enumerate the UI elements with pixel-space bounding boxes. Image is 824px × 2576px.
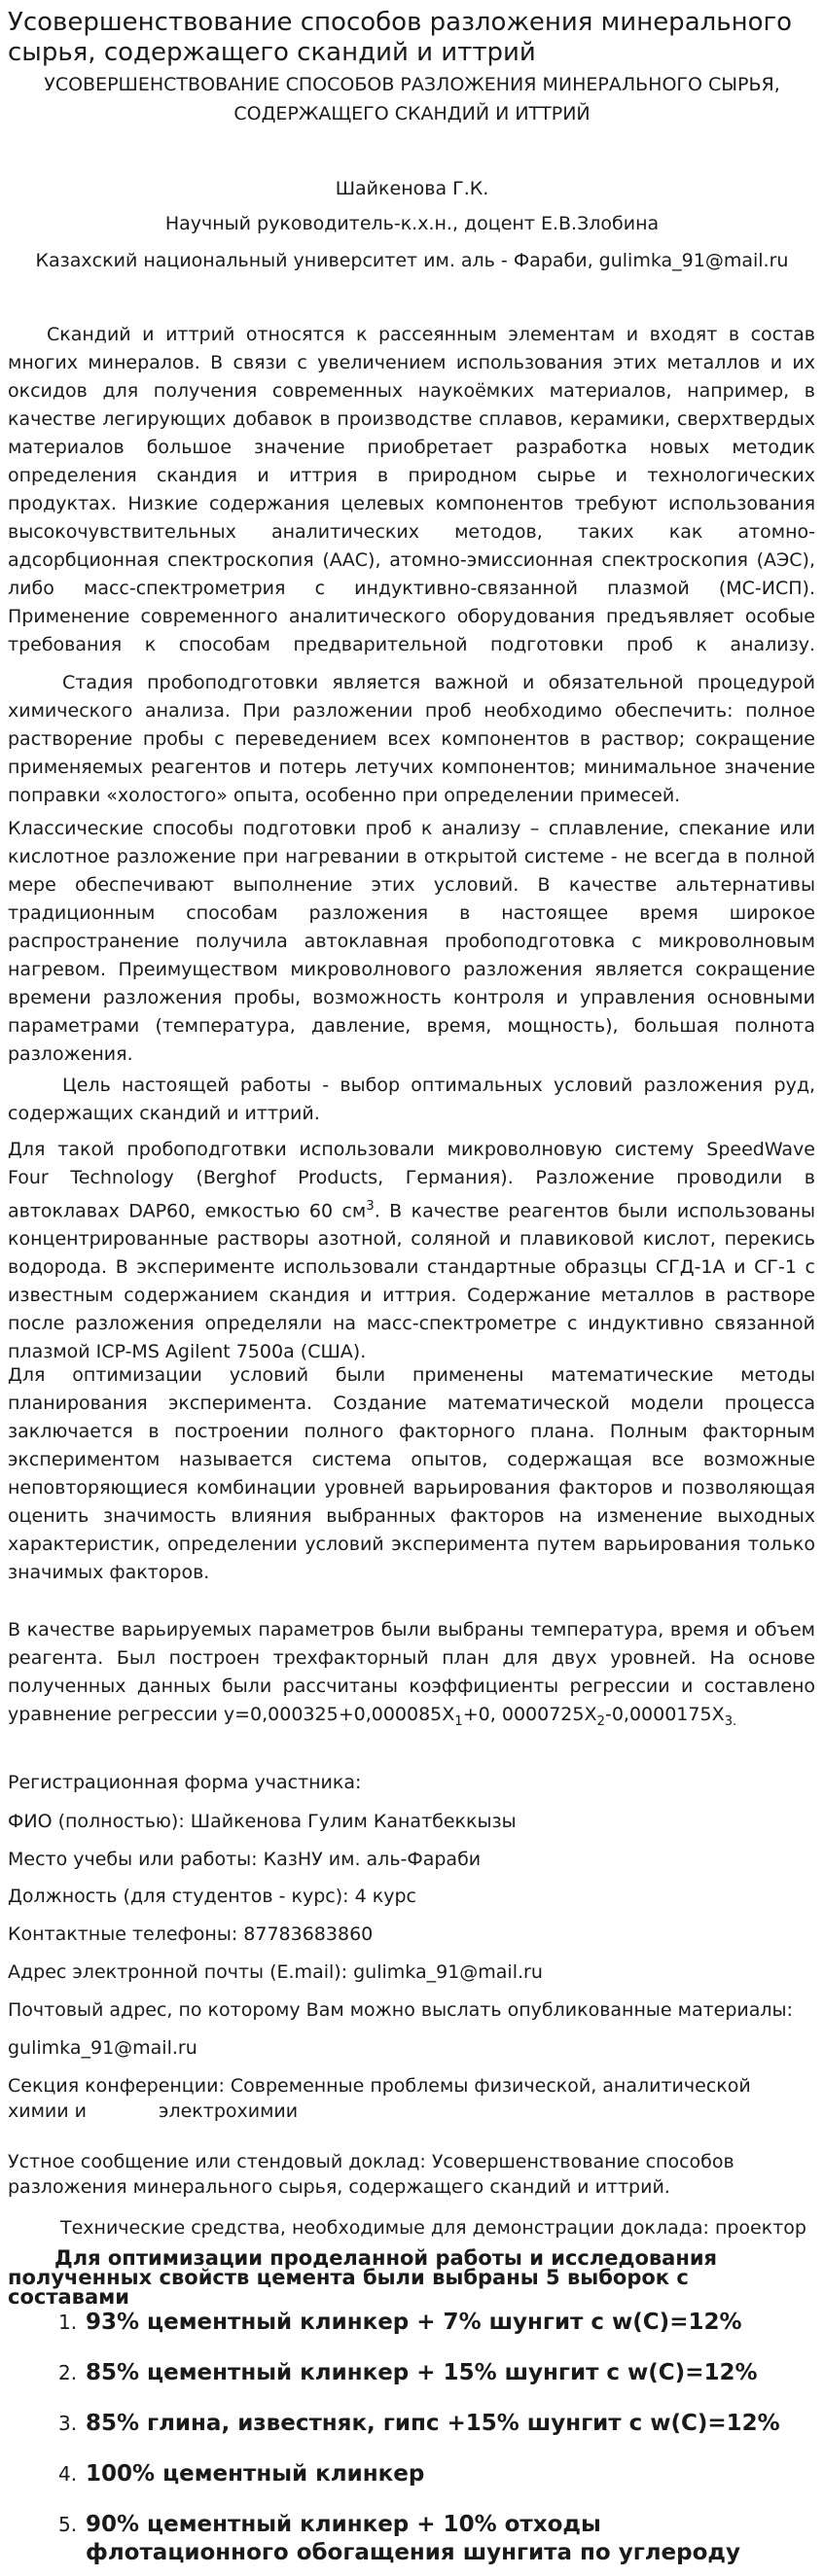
- list-item-number: 4.: [58, 2462, 78, 2486]
- supervisor-line: Научный руководитель-к.х.н., доцент Е.В.Злобина: [164, 213, 660, 234]
- author-name: Шайкенова Г.К.: [335, 178, 489, 199]
- optimization-lead-1: Для оптимизации проделанной работы и исследования: [54, 2246, 718, 2270]
- document-title: Усовершенствование способов разложения минерального сырья, содержащего скандий и иттрий: [8, 8, 793, 67]
- registration-postal-value: gulimka_91@mail.ru: [8, 2037, 197, 2059]
- list-item: [58, 2359, 806, 2387]
- optimization-lead: [8, 2248, 767, 2307]
- paragraph-equipment-text-a: Для такой пробоподготвки использовали микроволновую систему SpeedWave Four Technology (Berghof Products, Германия). Разложение проводили в автоклавах DAP60, емкостью 60 см: [8, 1139, 815, 1222]
- list-item-text: 85% глина, известняк, гипс +15% шунгит с w(C)=12%: [86, 2411, 780, 2436]
- paragraph-methods: [8, 815, 815, 1069]
- paragraph-equipment-text-b: . В качестве реагентов были использованы концентрированные растворы азотной, соляной и плавиковой кислот, перекись водорода. В эксперименте использовали стандартные образцы СГД-1А и СГ-1 с известным содержанием скандия и иттрия. Содержание металлов в растворе после разложения определяли на масс-спектрометре с индуктивно связанной плазмой ICP-MS Agilent 7500a (США).: [8, 1200, 815, 1363]
- subscript-x2: 2: [596, 1713, 605, 1729]
- list-item: [58, 2511, 806, 2567]
- fio-label: ФИО (полностью):: [8, 1811, 191, 1832]
- tech-value: проектор: [714, 2217, 806, 2239]
- list-item-text: 85% цементный клинкер + 15% шунгит с w(C)=12%: [86, 2360, 758, 2385]
- paragraph-sample-prep-text: Стадия пробоподготовки является важной и обязательной процедурой химического анализа. При разложении проб необходимо обеспечить: полное растворение пробы с переведением всех компонентов в раствор; сокращение применяемых реагентов и потерь летучих компонентов; минимальное значение поправки «холостого» опыта, особенно при определении примесей.: [8, 672, 815, 806]
- list-item: [58, 2460, 806, 2488]
- tech-label: Технические средства, необходимые для демонстрации доклада:: [60, 2217, 715, 2239]
- paragraph-regression-text-c: -0,0000175X: [604, 1704, 725, 1725]
- paragraph-regression-text-b: +0, 0000725X: [462, 1704, 597, 1725]
- registration-fio: [8, 1809, 815, 1834]
- registration-tech: [60, 2215, 806, 2241]
- affiliation-line: Казахский национальный университет им. аль - Фараби, gulimka_91@mail.ru: [35, 250, 789, 271]
- paragraph-regression: [8, 1616, 815, 1736]
- talk-label: Устное сообщение или стендовый доклад:: [8, 2151, 432, 2172]
- paragraph-regression-text-a: В качестве варьируемых параметров были выбраны температура, время и объем реагента. Был построен трехфакторный план для двух уровней. На основе полученных данных были рассчитаны коэффициенты регрессии и составлено уравнение регрессии y=0,000325+0,000085X: [8, 1619, 815, 1725]
- article-heading: УСОВЕРШЕНСТВОВАНИЕ СПОСОБОВ РАЗЛОЖЕНИЯ МИНЕРАЛЬНОГО СЫРЬЯ, СОДЕРЖАЩЕГО СКАНДИЙ И ИТТРИЙ: [44, 74, 780, 124]
- section-value-a: Современные проблемы физической, аналитической химии и: [8, 2075, 751, 2122]
- fio-value: Шайкенова Гулим Канатбеккызы: [190, 1811, 517, 1832]
- registration-postal-label: Почтовый адрес, по которому Вам можно выслать опубликованные материалы:: [8, 1999, 793, 2021]
- subscript-x1: 1: [454, 1713, 463, 1729]
- phone-value: 87783683860: [243, 1923, 374, 1945]
- list-item: [58, 2309, 806, 2337]
- section-label: Секция конференции:: [8, 2075, 231, 2097]
- list-item-number: 3.: [58, 2412, 78, 2435]
- registration-talk: [8, 2149, 767, 2200]
- section-value-b: электрохимии: [159, 2100, 299, 2122]
- paragraph-methods-text: Классические способы подготовки проб к анализу – сплавление, спекание или кислотное разложение при нагревании в открытой системе - не всегда в полной мере обеспечивают выполнение этих условий. В качестве альтернативы традиционным способам разложения в настоящее время широкое распространение получила автоклавная пробоподготовка с микроволновым нагревом. Преимуществом микроволнового разложения является сокращение времени разложения пробы, возможность контроля и управления основными параметрами (температура, давление, время, мощность), большая полнота разложения.: [8, 818, 815, 1065]
- talk-value: Усовершенствование способов разложения минерального сырья, содержащего скандий и иттрий.: [8, 2151, 734, 2198]
- superscript-cube: 3: [366, 1199, 375, 1214]
- study-value: КазНУ им. аль-Фараби: [263, 1849, 482, 1870]
- list-item-text: 100% цементный клинкер: [86, 2461, 425, 2487]
- paragraph-intro: [8, 321, 815, 659]
- registration-form-title: Регистрационная форма участника:: [8, 1772, 362, 1793]
- paragraph-equipment: [8, 1136, 815, 1366]
- list-item-text: 93% цементный клинкер + 7% шунгит с w(C)=12%: [86, 2310, 742, 2335]
- registration-email: [8, 1959, 815, 1985]
- registration-study: [8, 1847, 815, 1872]
- position-label: Должность (для студентов - курс):: [8, 1886, 355, 1907]
- registration-phone: [8, 1922, 815, 1947]
- list-item-number: 2.: [58, 2361, 78, 2384]
- optimization-lead-2: полученных свойств цемента были выбраны 5 выборок с: [8, 2266, 689, 2289]
- paragraph-sample-prep: [8, 669, 815, 810]
- phone-label: Контактные телефоны:: [8, 1923, 244, 1945]
- study-label: Место учебы или работы:: [8, 1849, 264, 1870]
- list-item-number: 5.: [58, 2513, 78, 2536]
- list-item: [58, 2410, 806, 2438]
- composition-list: [58, 2309, 806, 2567]
- paragraph-optimization-text: Для оптимизации условий были применены математические методы планирования эксперимента. Создание математической модели процесса заключается в построении полного факторного плана. Полным факторным экспериментом называется система опытов, содержащая все возможные неповторяющиеся комбинации уровней варьирования факторов и позволяющая оценить значимость влияния выбранных факторов на изменение выходных характеристик, определении условий эксперимента путем варьирования только значимых факторов.: [8, 1364, 815, 1583]
- paragraph-optimization: [8, 1361, 815, 1587]
- email-label: Адрес электронной почты (E.mail):: [8, 1961, 354, 1983]
- email-value: gulimka_91@mail.ru: [353, 1961, 543, 1983]
- paragraph-intro-text: Скандий и иттрий относятся к рассеянным элементам и входят в состав многих минералов. В связи с увеличением использования этих металлов и их оксидов для получения современных наукоёмких материалов, например, в качестве легирующих добавок в производстве сплавов, керамики, сверхтвердых материалов большое значение приобретает разработка новых методик определения скандия и иттрия в природном сырье и технологических продуктах. Низкие содержания целевых компонентов требуют использования высокочувствительных аналитических методов, таких как атомно-адсорбционная спектроскопия (ААС), атомно-эмиссионная спектроскопия (АЭС), либо масс-спектрометрия с индуктивно-связанной плазмой (МС-ИСП). Применение современного аналитического оборудования предъявляет особые требования к способам предварительной подготовки проб к анализу.: [8, 324, 815, 655]
- list-item-number: 1.: [58, 2311, 78, 2334]
- paragraph-goal-text: Цель настоящей работы - выбор оптимальных условий разложения руд, содержащих скандий и иттрий.: [8, 1075, 815, 1124]
- subscript-x3: 3.: [724, 1713, 737, 1729]
- optimization-lead-3: составами: [8, 2285, 130, 2309]
- registration-section: [8, 2073, 776, 2124]
- position-value: 4 курс: [354, 1886, 416, 1907]
- paragraph-goal: [8, 1072, 815, 1128]
- list-item-text: 90% цементный клинкер + 10% отходы флотационного обогащения шунгита по углероду: [86, 2512, 740, 2565]
- registration-position: [8, 1884, 815, 1909]
